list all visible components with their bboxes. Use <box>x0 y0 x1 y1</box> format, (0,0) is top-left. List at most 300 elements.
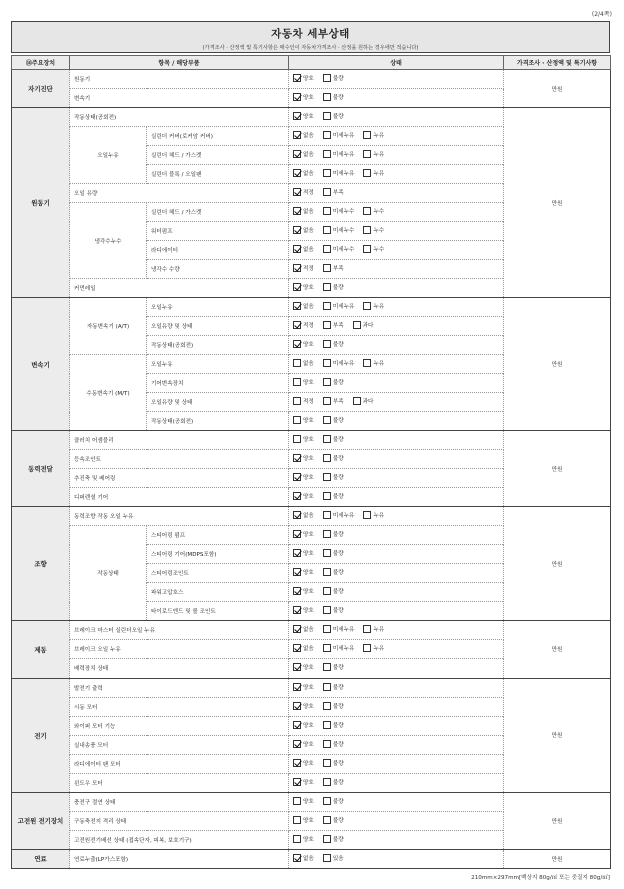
checked-checkbox-icon[interactable] <box>293 530 301 538</box>
item-label: 스티어링 기어(MDPS포함) <box>147 545 289 564</box>
status-option[interactable] <box>363 150 384 158</box>
option-label: 미세누유 <box>332 171 355 178</box>
status-option[interactable] <box>293 302 314 310</box>
status-option[interactable] <box>323 644 355 652</box>
status-option[interactable] <box>323 511 355 519</box>
checkbox-icon[interactable] <box>323 283 331 291</box>
checked-checkbox-icon[interactable] <box>293 759 301 767</box>
table-row <box>12 678 611 697</box>
status-option[interactable] <box>293 644 314 652</box>
item-label: 원동기 <box>70 70 289 89</box>
status-option[interactable] <box>323 454 344 462</box>
status-option[interactable] <box>323 131 355 139</box>
checkbox-icon[interactable] <box>323 188 331 196</box>
checkbox-icon[interactable] <box>323 644 331 652</box>
option-label: 양호 <box>303 570 314 577</box>
item-label: 배력장치 상태 <box>70 659 289 678</box>
status-option[interactable] <box>323 740 344 748</box>
option-label: 없음 <box>303 209 314 216</box>
checked-checkbox-icon[interactable] <box>293 473 301 481</box>
status-options <box>289 412 504 431</box>
status-option[interactable] <box>293 207 314 215</box>
header-price: 가격조사 · 산정액 및 특기사항 <box>504 56 611 70</box>
checkbox-icon[interactable] <box>363 207 371 215</box>
status-options <box>289 70 504 89</box>
status-option[interactable] <box>293 397 314 405</box>
status-options <box>289 564 504 583</box>
checkbox-icon[interactable] <box>353 397 361 405</box>
status-option[interactable] <box>323 587 344 595</box>
status-option[interactable] <box>293 492 314 500</box>
price-field[interactable]: 만원 <box>504 108 611 298</box>
status-options <box>289 773 504 792</box>
status-option[interactable] <box>293 549 314 557</box>
status-option[interactable] <box>323 74 344 82</box>
status-option[interactable] <box>323 606 344 614</box>
status-option[interactable] <box>363 169 384 177</box>
checked-checkbox-icon[interactable] <box>293 283 301 291</box>
status-option[interactable] <box>293 74 314 82</box>
status-options <box>289 507 504 526</box>
status-option[interactable] <box>323 340 344 348</box>
status-option[interactable] <box>293 511 314 519</box>
status-option[interactable] <box>363 625 384 633</box>
status-option[interactable] <box>323 759 344 767</box>
item-label: 워터펌프 <box>147 222 289 241</box>
category-label: 연료 <box>12 849 70 868</box>
status-option[interactable] <box>323 359 355 367</box>
checkbox-icon[interactable] <box>293 816 301 824</box>
item-label: 윈도우 모터 <box>70 773 289 792</box>
checked-checkbox-icon[interactable] <box>293 663 301 671</box>
status-option[interactable] <box>293 606 314 614</box>
option-label: 적정 <box>303 190 314 197</box>
checkbox-icon[interactable] <box>323 207 331 215</box>
status-option[interactable] <box>323 207 355 215</box>
status-option[interactable] <box>323 264 344 272</box>
status-option[interactable] <box>293 416 314 424</box>
checkbox-icon[interactable] <box>323 721 331 729</box>
item-label: 발전기 출력 <box>70 678 289 697</box>
option-label: 불량 <box>332 418 344 425</box>
option-label: 양호 <box>303 418 314 425</box>
checkbox-icon[interactable] <box>363 226 371 234</box>
status-options <box>289 241 504 260</box>
status-options <box>289 431 504 450</box>
item-label: 냉각수 수량 <box>147 260 289 279</box>
checkbox-icon[interactable] <box>323 759 331 767</box>
checkbox-icon[interactable] <box>323 816 331 824</box>
option-label: 불량 <box>332 570 344 577</box>
checked-checkbox-icon[interactable] <box>293 511 301 519</box>
status-option[interactable] <box>293 816 314 824</box>
checked-checkbox-icon[interactable] <box>293 854 301 862</box>
status-option[interactable] <box>363 302 384 310</box>
item-label: 라디에이터 <box>147 241 289 260</box>
status-option[interactable] <box>323 721 344 729</box>
option-label: 미세누유 <box>332 152 355 159</box>
checked-checkbox-icon[interactable] <box>293 721 301 729</box>
table-row <box>12 621 611 640</box>
status-option[interactable] <box>293 340 314 348</box>
category-label: 조향 <box>12 507 70 621</box>
checkbox-icon[interactable] <box>323 93 331 101</box>
option-label: 없음 <box>303 361 314 368</box>
status-option[interactable] <box>293 359 314 367</box>
status-option[interactable] <box>293 702 314 710</box>
status-option[interactable] <box>323 835 344 843</box>
option-label: 불량 <box>332 722 344 729</box>
checked-checkbox-icon[interactable] <box>293 188 301 196</box>
option-label: 부족 <box>332 266 344 273</box>
table-header-row <box>12 56 611 70</box>
checkbox-icon[interactable] <box>293 416 301 424</box>
checked-checkbox-icon[interactable] <box>293 131 301 139</box>
item-label: 오일 유량 <box>70 184 289 203</box>
status-options <box>289 583 504 602</box>
checkbox-icon[interactable] <box>363 302 371 310</box>
price-field[interactable]: 만원 <box>504 621 611 678</box>
checkbox-icon[interactable] <box>363 359 371 367</box>
checked-checkbox-icon[interactable] <box>293 207 301 215</box>
status-option[interactable] <box>323 530 344 538</box>
status-options <box>289 355 504 374</box>
status-option[interactable] <box>293 835 314 843</box>
option-label: 양호 <box>303 741 314 748</box>
status-option[interactable] <box>293 778 314 786</box>
checkbox-icon[interactable] <box>323 854 331 862</box>
option-label: 양호 <box>303 551 314 558</box>
checkbox-icon[interactable] <box>323 340 331 348</box>
checkbox-icon[interactable] <box>323 549 331 557</box>
checked-checkbox-icon[interactable] <box>293 150 301 158</box>
option-label: 불량 <box>332 741 344 748</box>
item-label: 시동 모터 <box>70 697 289 716</box>
checkbox-icon[interactable] <box>363 245 371 253</box>
option-label: 미세누유 <box>332 304 355 311</box>
status-option[interactable] <box>323 492 344 500</box>
item-label: 구동축전지 격리 상태 <box>70 811 289 830</box>
status-option[interactable] <box>293 112 314 120</box>
option-label: 양호 <box>303 437 314 444</box>
status-option[interactable] <box>323 321 344 329</box>
checked-checkbox-icon[interactable] <box>293 112 301 120</box>
checkbox-icon[interactable] <box>323 625 331 633</box>
option-label: 양호 <box>303 760 314 767</box>
checked-checkbox-icon[interactable] <box>293 683 301 691</box>
checkbox-icon[interactable] <box>363 625 371 633</box>
status-option[interactable] <box>323 702 344 710</box>
status-option[interactable] <box>363 226 384 234</box>
checkbox-icon[interactable] <box>363 150 371 158</box>
option-label: 불량 <box>332 665 344 672</box>
option-label: 없음 <box>303 304 314 311</box>
status-option[interactable] <box>353 321 374 329</box>
item-label: 실린더 커버(로커암 커버) <box>147 127 289 146</box>
price-field[interactable]: 만원 <box>504 70 611 108</box>
status-option[interactable] <box>363 207 384 215</box>
checkbox-icon[interactable] <box>323 359 331 367</box>
status-options <box>289 108 504 127</box>
status-option[interactable] <box>293 378 314 386</box>
price-field[interactable]: 만원 <box>504 792 611 849</box>
checked-checkbox-icon[interactable] <box>293 549 301 557</box>
status-options <box>289 811 504 830</box>
status-option[interactable] <box>363 245 384 253</box>
checked-checkbox-icon[interactable] <box>293 226 301 234</box>
status-option[interactable] <box>323 816 344 824</box>
checkbox-icon[interactable] <box>293 835 301 843</box>
item-label: 실린더 헤드 / 가스켓 <box>147 146 289 165</box>
status-option[interactable] <box>323 854 344 862</box>
status-option[interactable] <box>293 568 314 576</box>
option-label: 양호 <box>303 380 314 387</box>
status-option[interactable] <box>323 302 355 310</box>
checked-checkbox-icon[interactable] <box>293 340 301 348</box>
checkbox-icon[interactable] <box>323 530 331 538</box>
checkbox-icon[interactable] <box>323 511 331 519</box>
status-option[interactable] <box>323 568 344 576</box>
status-option[interactable] <box>323 797 344 805</box>
status-option[interactable] <box>323 397 344 405</box>
checkbox-icon[interactable] <box>323 835 331 843</box>
item-label: 연료누출(LP가스포함) <box>70 849 289 868</box>
checkbox-icon[interactable] <box>323 416 331 424</box>
form-subtitle: (가격조사 · 산정액 및 특기사항은 매수인이 자동차가격조사 · 산정을 원하는 경우에만 적습니다) <box>202 45 419 51</box>
option-label: 양호 <box>303 589 314 596</box>
checked-checkbox-icon[interactable] <box>293 625 301 633</box>
status-option[interactable] <box>293 435 314 443</box>
checked-checkbox-icon[interactable] <box>293 606 301 614</box>
option-label: 없음 <box>303 228 314 235</box>
checkbox-icon[interactable] <box>323 454 331 462</box>
checkbox-icon[interactable] <box>293 359 301 367</box>
status-option[interactable] <box>323 625 355 633</box>
item-label: 오일유량 및 상태 <box>147 317 289 336</box>
price-field[interactable]: 만원 <box>504 298 611 431</box>
status-option[interactable] <box>363 511 384 519</box>
checked-checkbox-icon[interactable] <box>293 245 301 253</box>
status-option[interactable] <box>293 587 314 595</box>
option-label: 양호 <box>303 722 314 729</box>
status-option[interactable] <box>353 397 374 405</box>
option-label: 미세누유 <box>332 513 355 520</box>
category-label: 제동 <box>12 621 70 678</box>
option-label: 양호 <box>303 817 314 824</box>
status-option[interactable] <box>293 131 314 139</box>
option-label: 적정 <box>303 399 314 406</box>
status-option[interactable] <box>323 378 344 386</box>
status-option[interactable] <box>293 663 314 671</box>
item-label: 오일유량 및 상태 <box>147 393 289 412</box>
status-option[interactable] <box>293 150 314 158</box>
paper-spec: 210mm×297mm[백상지 80g/㎡ 또는 중질지 80g/㎡] <box>471 875 610 881</box>
status-option[interactable] <box>323 683 344 691</box>
status-option[interactable] <box>323 435 344 443</box>
checkbox-icon[interactable] <box>323 74 331 82</box>
status-option[interactable] <box>323 778 344 786</box>
table-row <box>12 70 611 89</box>
status-option[interactable] <box>363 644 384 652</box>
status-option[interactable] <box>323 112 344 120</box>
option-label: 미세누유 <box>332 646 355 653</box>
checked-checkbox-icon[interactable] <box>293 740 301 748</box>
status-option[interactable] <box>293 245 314 253</box>
option-label: 양호 <box>303 684 314 691</box>
checked-checkbox-icon[interactable] <box>293 702 301 710</box>
status-option[interactable] <box>293 93 314 101</box>
checked-checkbox-icon[interactable] <box>293 454 301 462</box>
status-option[interactable] <box>323 226 355 234</box>
status-option[interactable] <box>293 683 314 691</box>
option-label: 양호 <box>303 779 314 786</box>
option-label: 부족 <box>332 399 344 406</box>
checkbox-icon[interactable] <box>323 264 331 272</box>
table-row <box>12 108 611 127</box>
price-field[interactable]: 만원 <box>504 431 611 507</box>
status-option[interactable] <box>293 759 314 767</box>
checked-checkbox-icon[interactable] <box>293 778 301 786</box>
checked-checkbox-icon[interactable] <box>293 492 301 500</box>
category-label: 원동기 <box>12 108 70 298</box>
checkbox-icon[interactable] <box>323 568 331 576</box>
checkbox-icon[interactable] <box>323 740 331 748</box>
checkbox-icon[interactable] <box>323 169 331 177</box>
checked-checkbox-icon[interactable] <box>293 587 301 595</box>
checkbox-icon[interactable] <box>323 702 331 710</box>
status-option[interactable] <box>323 169 355 177</box>
option-label: 불량 <box>332 342 344 349</box>
item-label: 오일누유 <box>147 355 289 374</box>
category-label: 고전원 전기장치 <box>12 792 70 849</box>
item-label: 고전원전기배선 상태 (접속단자, 피복, 보호기구) <box>70 830 289 849</box>
checked-checkbox-icon[interactable] <box>293 302 301 310</box>
status-option[interactable] <box>293 797 314 805</box>
status-option[interactable] <box>323 150 355 158</box>
status-option[interactable] <box>363 359 384 367</box>
status-option[interactable] <box>293 854 314 862</box>
price-field[interactable]: 만원 <box>504 849 611 868</box>
category-label: 자기진단 <box>12 70 70 108</box>
item-label: 스티어링조인트 <box>147 564 289 583</box>
checkbox-icon[interactable] <box>363 644 371 652</box>
checkbox-icon[interactable] <box>293 378 301 386</box>
status-options <box>289 602 504 621</box>
checkbox-icon[interactable] <box>323 378 331 386</box>
checkbox-icon[interactable] <box>323 226 331 234</box>
status-option[interactable] <box>323 473 344 481</box>
inspection-table <box>11 55 611 869</box>
status-option[interactable] <box>293 473 314 481</box>
status-options <box>289 374 504 393</box>
checkbox-icon[interactable] <box>363 169 371 177</box>
option-label: 불량 <box>332 380 344 387</box>
status-option[interactable] <box>293 264 314 272</box>
checkbox-icon[interactable] <box>323 587 331 595</box>
checkbox-icon[interactable] <box>363 131 371 139</box>
status-options <box>289 678 504 697</box>
status-option[interactable] <box>323 245 355 253</box>
status-option[interactable] <box>293 169 314 177</box>
checkbox-icon[interactable] <box>323 245 331 253</box>
item-label: 파워고압호스 <box>147 583 289 602</box>
status-option[interactable] <box>323 93 344 101</box>
status-options <box>289 89 504 108</box>
status-option[interactable] <box>293 740 314 748</box>
price-field[interactable]: 만원 <box>504 507 611 621</box>
status-option[interactable] <box>293 454 314 462</box>
checkbox-icon[interactable] <box>323 112 331 120</box>
checkbox-icon[interactable] <box>323 150 331 158</box>
checkbox-icon[interactable] <box>293 435 301 443</box>
checkbox-icon[interactable] <box>323 683 331 691</box>
option-label: 양호 <box>303 703 314 710</box>
status-option[interactable] <box>293 530 314 538</box>
option-label: 누유 <box>373 304 385 311</box>
option-label: 없음 <box>303 627 314 634</box>
status-option[interactable] <box>323 549 344 557</box>
table-row <box>12 792 611 811</box>
checkbox-icon[interactable] <box>323 473 331 481</box>
status-option[interactable] <box>293 188 314 196</box>
status-option[interactable] <box>293 721 314 729</box>
option-label: 누수 <box>373 247 385 254</box>
status-option[interactable] <box>293 321 314 329</box>
checkbox-icon[interactable] <box>363 511 371 519</box>
checkbox-icon[interactable] <box>323 302 331 310</box>
status-options <box>289 203 504 222</box>
checkbox-icon[interactable] <box>323 321 331 329</box>
status-option[interactable] <box>323 188 344 196</box>
checked-checkbox-icon[interactable] <box>293 169 301 177</box>
option-label: 양호 <box>303 608 314 615</box>
checked-checkbox-icon[interactable] <box>293 93 301 101</box>
checkbox-icon[interactable] <box>323 663 331 671</box>
option-label: 불량 <box>332 437 344 444</box>
checkbox-icon[interactable] <box>323 492 331 500</box>
item-label: 브레이크 마스터 실린더오일 누유 <box>70 621 289 640</box>
checkbox-icon[interactable] <box>293 797 301 805</box>
status-option[interactable] <box>293 226 314 234</box>
checked-checkbox-icon[interactable] <box>293 264 301 272</box>
price-field[interactable]: 만원 <box>504 678 611 792</box>
checkbox-icon[interactable] <box>323 131 331 139</box>
checkbox-icon[interactable] <box>323 778 331 786</box>
option-label: 불량 <box>332 779 344 786</box>
checked-checkbox-icon[interactable] <box>293 568 301 576</box>
status-option[interactable] <box>293 283 314 291</box>
checkbox-icon[interactable] <box>323 797 331 805</box>
checkbox-icon[interactable] <box>323 606 331 614</box>
status-option[interactable] <box>363 131 384 139</box>
option-label: 부족 <box>332 323 344 330</box>
status-option[interactable] <box>293 625 314 633</box>
page-number: (2/4쪽) <box>591 11 612 18</box>
checkbox-icon[interactable] <box>353 321 361 329</box>
status-option[interactable] <box>323 283 344 291</box>
option-label: 없음 <box>303 855 314 862</box>
option-label: 불량 <box>332 494 344 501</box>
checked-checkbox-icon[interactable] <box>293 644 301 652</box>
checkbox-icon[interactable] <box>323 435 331 443</box>
checkbox-icon[interactable] <box>293 397 301 405</box>
checkbox-icon[interactable] <box>323 397 331 405</box>
status-option[interactable] <box>323 416 344 424</box>
checked-checkbox-icon[interactable] <box>293 74 301 82</box>
status-option[interactable] <box>323 663 344 671</box>
option-label: 양호 <box>303 114 314 121</box>
checked-checkbox-icon[interactable] <box>293 321 301 329</box>
